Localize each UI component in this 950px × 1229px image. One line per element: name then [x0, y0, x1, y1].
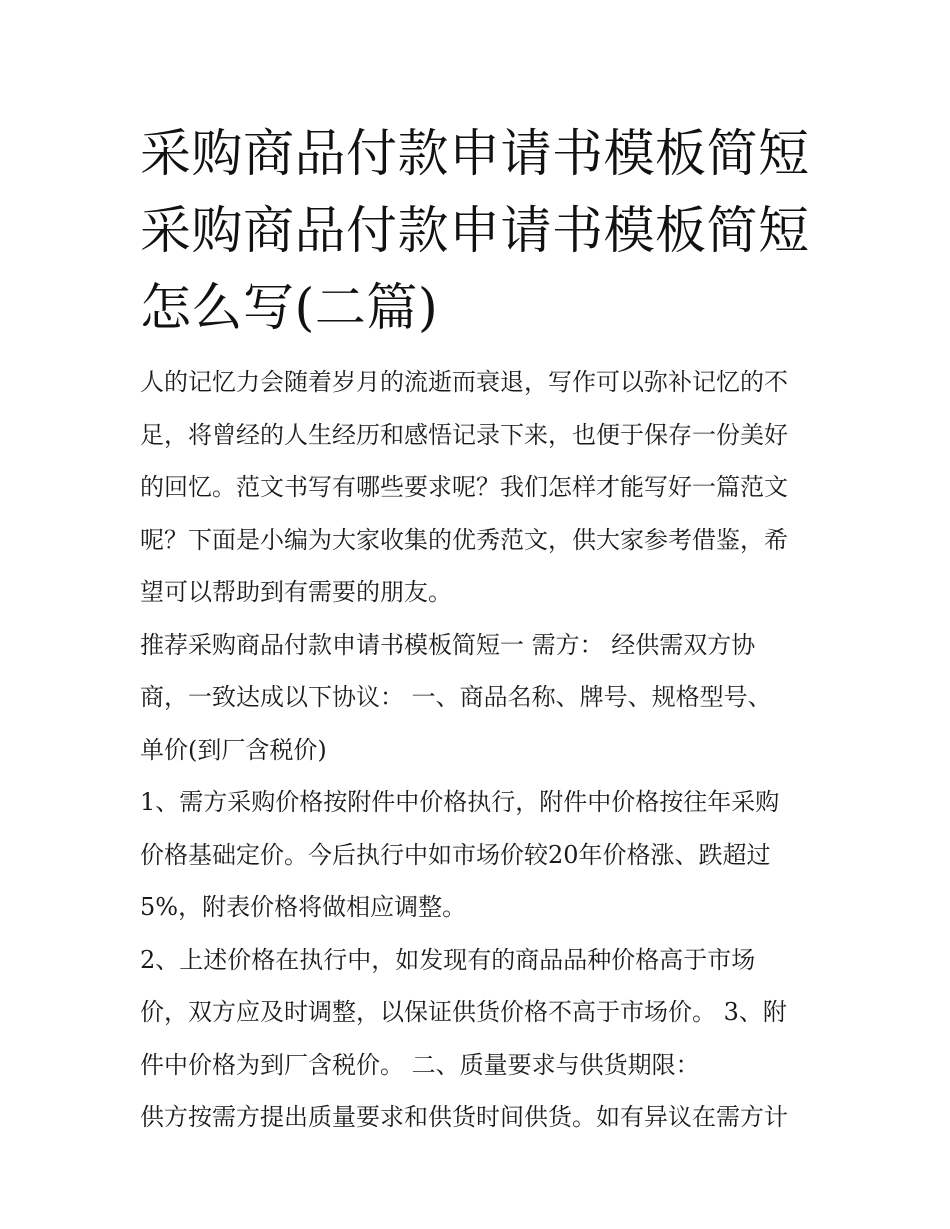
body-line: 单价(到厂含税价) — [140, 735, 327, 764]
title-line: 采购商品付款申请书模板简短 — [140, 202, 810, 261]
body-line: 的回忆。范文书写有哪些要求呢？我们怎样才能写好一篇范文 — [140, 473, 788, 501]
body-line: 足，将曾经的人生经历和感悟记录下来，也便于保存一份美好 — [140, 420, 788, 449]
body-line: 供方按需方提出质量要求和供货时间供货。如有异议在需方计 — [140, 1103, 788, 1131]
body-line: 呢？下面是小编为大家收集的优秀范文，供大家参考借鉴，希 — [140, 525, 788, 554]
body-line: 人的记忆力会随着岁月的流逝而衰退，写作可以弥补记忆的不 — [140, 368, 788, 396]
body-line: 2、上述价格在执行中，如发现有的商品品种价格高于市场 — [140, 945, 756, 974]
body-line: 推荐采购商品付款申请书模板简短一 需方： 经供需双方协 — [140, 630, 756, 659]
body-line: 商，一致达成以下协议： 一、商品名称、牌号、规格型号、 — [140, 683, 772, 711]
document-body — [140, 356, 830, 1144]
body-line: 件中价格为到厂含税价。 二、质量要求与供货期限： — [140, 1050, 700, 1079]
body-line: 5%，附表价格将做相应调整。 — [140, 893, 467, 921]
body-line: 价格基础定价。今后执行中如市场价较20年价格涨、跌超过 — [140, 840, 771, 869]
title-line: 怎么写(二篇) — [140, 279, 439, 338]
body-line: 望可以帮助到有需要的朋友。 — [140, 578, 452, 606]
document-title — [140, 116, 820, 347]
body-line: 1、需方采购价格按附件中价格执行，附件中价格按往年采购 — [140, 788, 780, 816]
body-line: 价，双方应及时调整，以保证供货价格不高于市场价。 3、附 — [140, 998, 787, 1026]
title-line: 采购商品付款申请书模板简短 — [140, 125, 810, 184]
